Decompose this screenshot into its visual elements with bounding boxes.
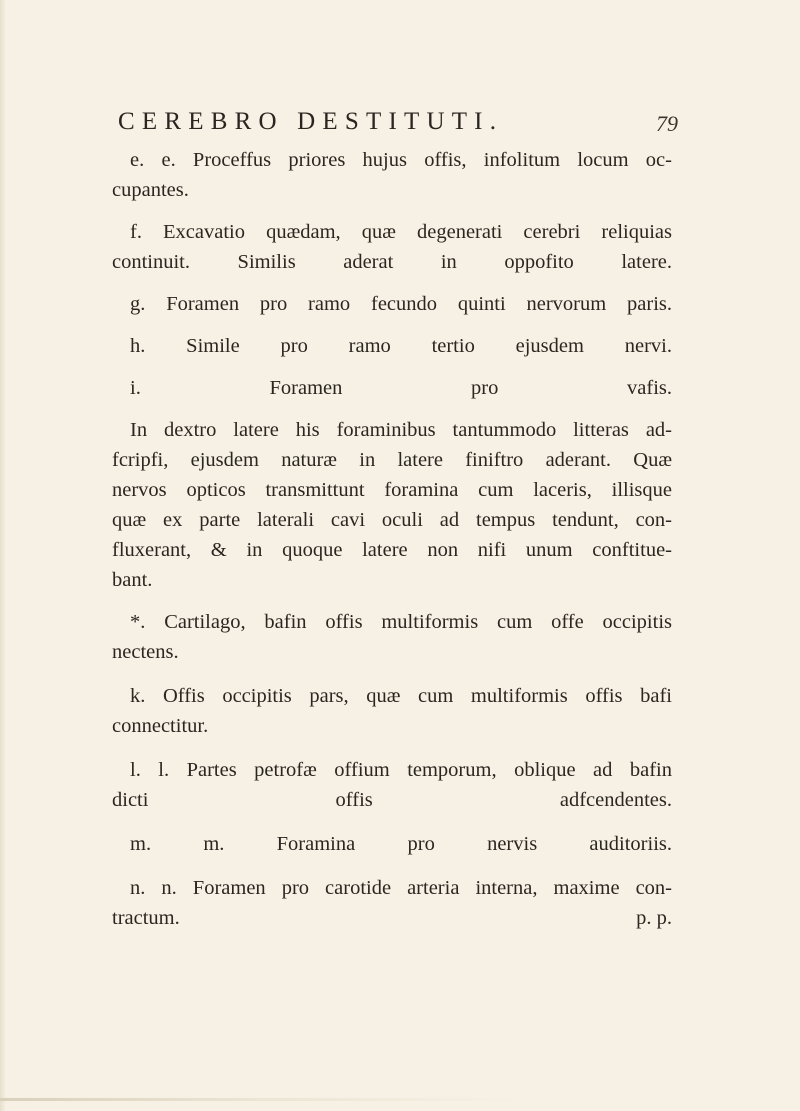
text-line: fluxerant, & in quoque latere non nifi unum conftitue- bbox=[112, 539, 672, 561]
text-line: h. Simile pro ramo tertio ejusdem nervi. bbox=[130, 335, 672, 357]
text-line: cupantes. bbox=[112, 179, 189, 201]
text-line: dicti offis adfcendentes. bbox=[112, 789, 672, 811]
text-line: *. Cartilago, bafin offis multiformis cum offe occipitis bbox=[130, 611, 672, 633]
entry-e bbox=[112, 145, 672, 205]
page-gutter-shadow bbox=[0, 0, 6, 1111]
text-line: g. Foramen pro ramo fecundo quinti nervorum paris. bbox=[130, 293, 672, 315]
text-line: fcripfi, ejusdem naturæ in latere finiftro aderant. Quæ bbox=[112, 449, 672, 471]
text-line: i. Foramen pro vafis. bbox=[130, 377, 672, 399]
body-paragraph bbox=[112, 415, 672, 595]
page-number: 79 bbox=[656, 111, 678, 136]
text-line: continuit. Similis aderat in oppofito latere. bbox=[112, 251, 672, 273]
running-title: CEREBRO DESTITUTI. bbox=[118, 108, 504, 135]
text-block bbox=[112, 145, 672, 933]
entry-i bbox=[112, 373, 672, 403]
text-line: k. Offis occipitis pars, quæ cum multiformis offis bafi bbox=[130, 685, 672, 707]
last-line-with-catchword bbox=[112, 903, 672, 933]
text-line: bant. bbox=[112, 569, 153, 591]
entry-l bbox=[112, 755, 672, 815]
text-line: f. Excavatio quædam, quæ degenerati cerebri reliquias bbox=[130, 221, 672, 243]
text-line: In dextro latere his foraminibus tantummodo litteras ad- bbox=[130, 419, 672, 441]
text-line: n. n. Foramen pro carotide arteria interna, maxime con- bbox=[130, 877, 672, 899]
text-line: nervos opticos transmittunt foramina cum laceris, illisque bbox=[112, 479, 672, 501]
text-line: quæ ex parte laterali cavi oculi ad tempus tendunt, con- bbox=[112, 509, 672, 531]
catchword: p. p. bbox=[636, 907, 672, 929]
entry-k bbox=[112, 681, 672, 741]
entry-asterisk bbox=[112, 607, 672, 667]
text-line: e. e. Proceffus priores hujus offis, infolitum locum oc- bbox=[130, 149, 672, 171]
text-line: l. l. Partes petrofæ offium temporum, oblique ad bafin bbox=[130, 759, 672, 781]
running-head bbox=[118, 108, 678, 148]
text-line: m. m. Foramina pro nervis auditoriis. bbox=[130, 833, 672, 855]
entry-f bbox=[112, 217, 672, 277]
entry-n bbox=[112, 873, 672, 933]
entry-h bbox=[112, 331, 672, 361]
text-line: nectens. bbox=[112, 641, 179, 663]
text-line: tractum. bbox=[112, 907, 180, 929]
page-bottom-edge bbox=[0, 1098, 520, 1101]
entry-g bbox=[112, 289, 672, 319]
text-line: connectitur. bbox=[112, 715, 209, 737]
entry-m bbox=[112, 829, 672, 859]
